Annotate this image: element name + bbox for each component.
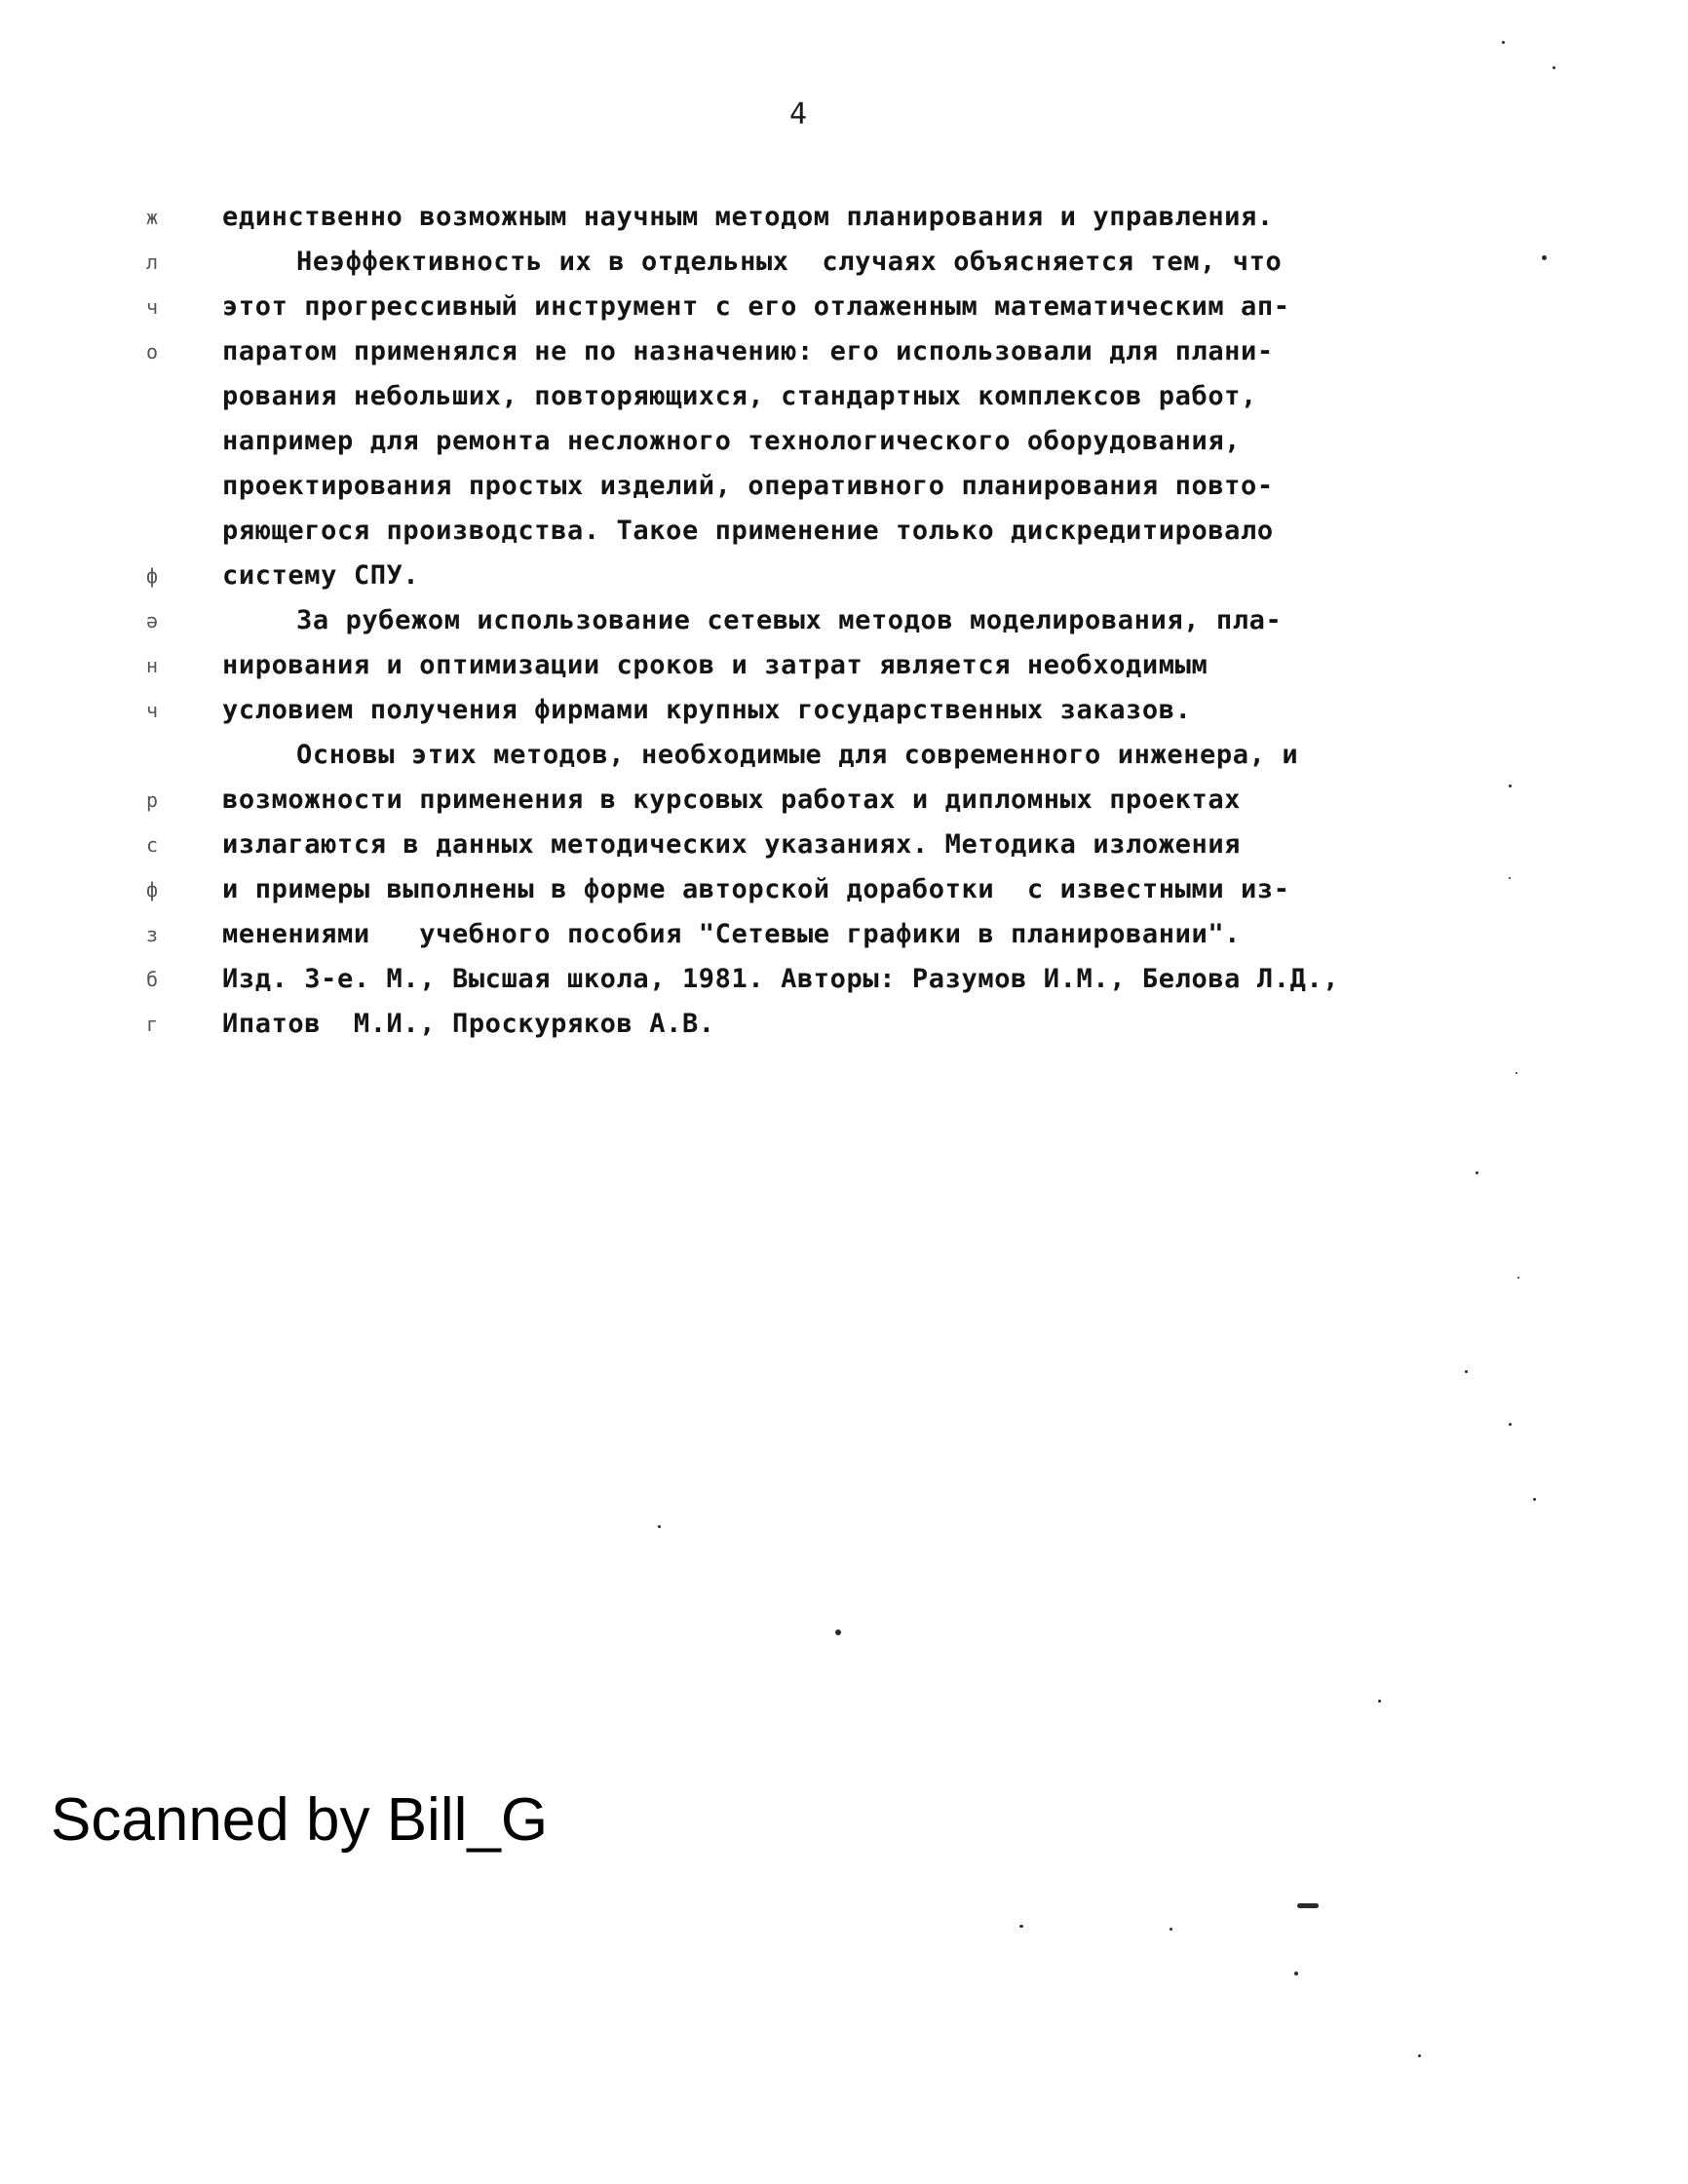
margin-mark: ф	[146, 564, 159, 588]
scan-speck	[1542, 255, 1547, 260]
text-line: излагаются в данных методических указаниях. Методика изложения	[222, 829, 1242, 860]
text-line: Основы этих методов, необходимые для современного инженера, и	[296, 740, 1299, 770]
text-line: рования небольших, повторяющихся, стандартных комплексов работ,	[222, 381, 1257, 411]
text-line: возможности применения в курсовых работах и дипломных проектах	[222, 785, 1242, 815]
margin-mark: ч	[146, 699, 159, 722]
text-line: этот прогрессивный инструмент с его отлаженным математическим ап-	[222, 291, 1290, 322]
text-line: Ипатов М.И., Проскуряков А.В.	[222, 1009, 715, 1039]
scan-speck	[1378, 1700, 1381, 1703]
scan-speck	[1465, 1370, 1468, 1373]
margin-mark: с	[146, 833, 159, 857]
text-line: например для ремонта несложного технологического оборудования,	[222, 426, 1242, 456]
scan-speck	[1509, 1423, 1512, 1426]
scan-speck	[1294, 1972, 1298, 1975]
scan-speck	[1476, 1171, 1478, 1174]
text-line: паратом применялся не по назначению: его использовали для плани-	[222, 336, 1274, 366]
margin-mark	[146, 464, 185, 509]
margin-mark	[146, 733, 185, 778]
scan-speck	[835, 1629, 841, 1635]
margin-mark: н	[146, 654, 159, 677]
text-line: менениями учебного пособия "Сетевые графики в планировании".	[222, 919, 1242, 949]
scan-speck	[1502, 41, 1505, 44]
scan-speck	[1553, 66, 1555, 69]
text-line: единственно возможным научным методом планирования и управления.	[222, 202, 1274, 232]
margin-mark: р	[146, 788, 159, 812]
margin-mark: ч	[146, 295, 159, 319]
scan-speck	[1509, 785, 1512, 787]
page-number: 4	[789, 97, 808, 132]
text-line: Неэффективность их в отдельных случаях объясняется тем, что	[296, 247, 1283, 277]
margin-mark: о	[146, 340, 159, 364]
text-line: и примеры выполнены в форме авторской доработки с известными из-	[222, 874, 1290, 904]
margin-mark	[146, 374, 185, 419]
margin-mark: г	[146, 1013, 159, 1036]
text-line: условием получения фирмами крупных государственных заказов.	[222, 695, 1192, 725]
scan-speck	[1517, 1277, 1519, 1279]
margin-mark: б	[146, 968, 159, 991]
scan-speck	[1533, 1498, 1536, 1501]
margin-mark: ф	[146, 878, 159, 901]
scan-speck	[1418, 2054, 1421, 2057]
margin-mark: л	[146, 250, 159, 274]
text-line: За рубежом использование сетевых методов моделирования, пла-	[296, 605, 1283, 635]
margin-mark: з	[146, 923, 159, 946]
scan-speck	[1509, 877, 1511, 879]
text-line: систему СПУ.	[222, 560, 420, 591]
text-line: нирования и оптимизации сроков и затрат является необходимым	[222, 650, 1208, 680]
scan-speck	[658, 1525, 661, 1528]
text-line: ряющегося производства. Такое применение только дискредитировало	[222, 516, 1274, 546]
scan-credit: Scanned by Bill_G	[51, 1786, 549, 1854]
scan-speck	[1515, 1072, 1517, 1074]
margin-mark: ж	[146, 206, 159, 229]
text-line: Изд. 3-е. М., Высшая школа, 1981. Авторы: Разумов И.М., Белова Л.Д.,	[222, 964, 1340, 994]
margin-mark	[146, 419, 185, 464]
body-text	[222, 195, 1450, 1047]
text-line: проектирования простых изделий, оперативного планирования повто-	[222, 471, 1274, 501]
scan-speck	[1170, 1928, 1172, 1931]
margin-marks	[146, 195, 185, 1047]
scan-speck	[1019, 1925, 1023, 1928]
margin-mark: ә	[146, 609, 159, 632]
scan-speck	[1297, 1903, 1319, 1908]
margin-mark	[146, 509, 185, 554]
